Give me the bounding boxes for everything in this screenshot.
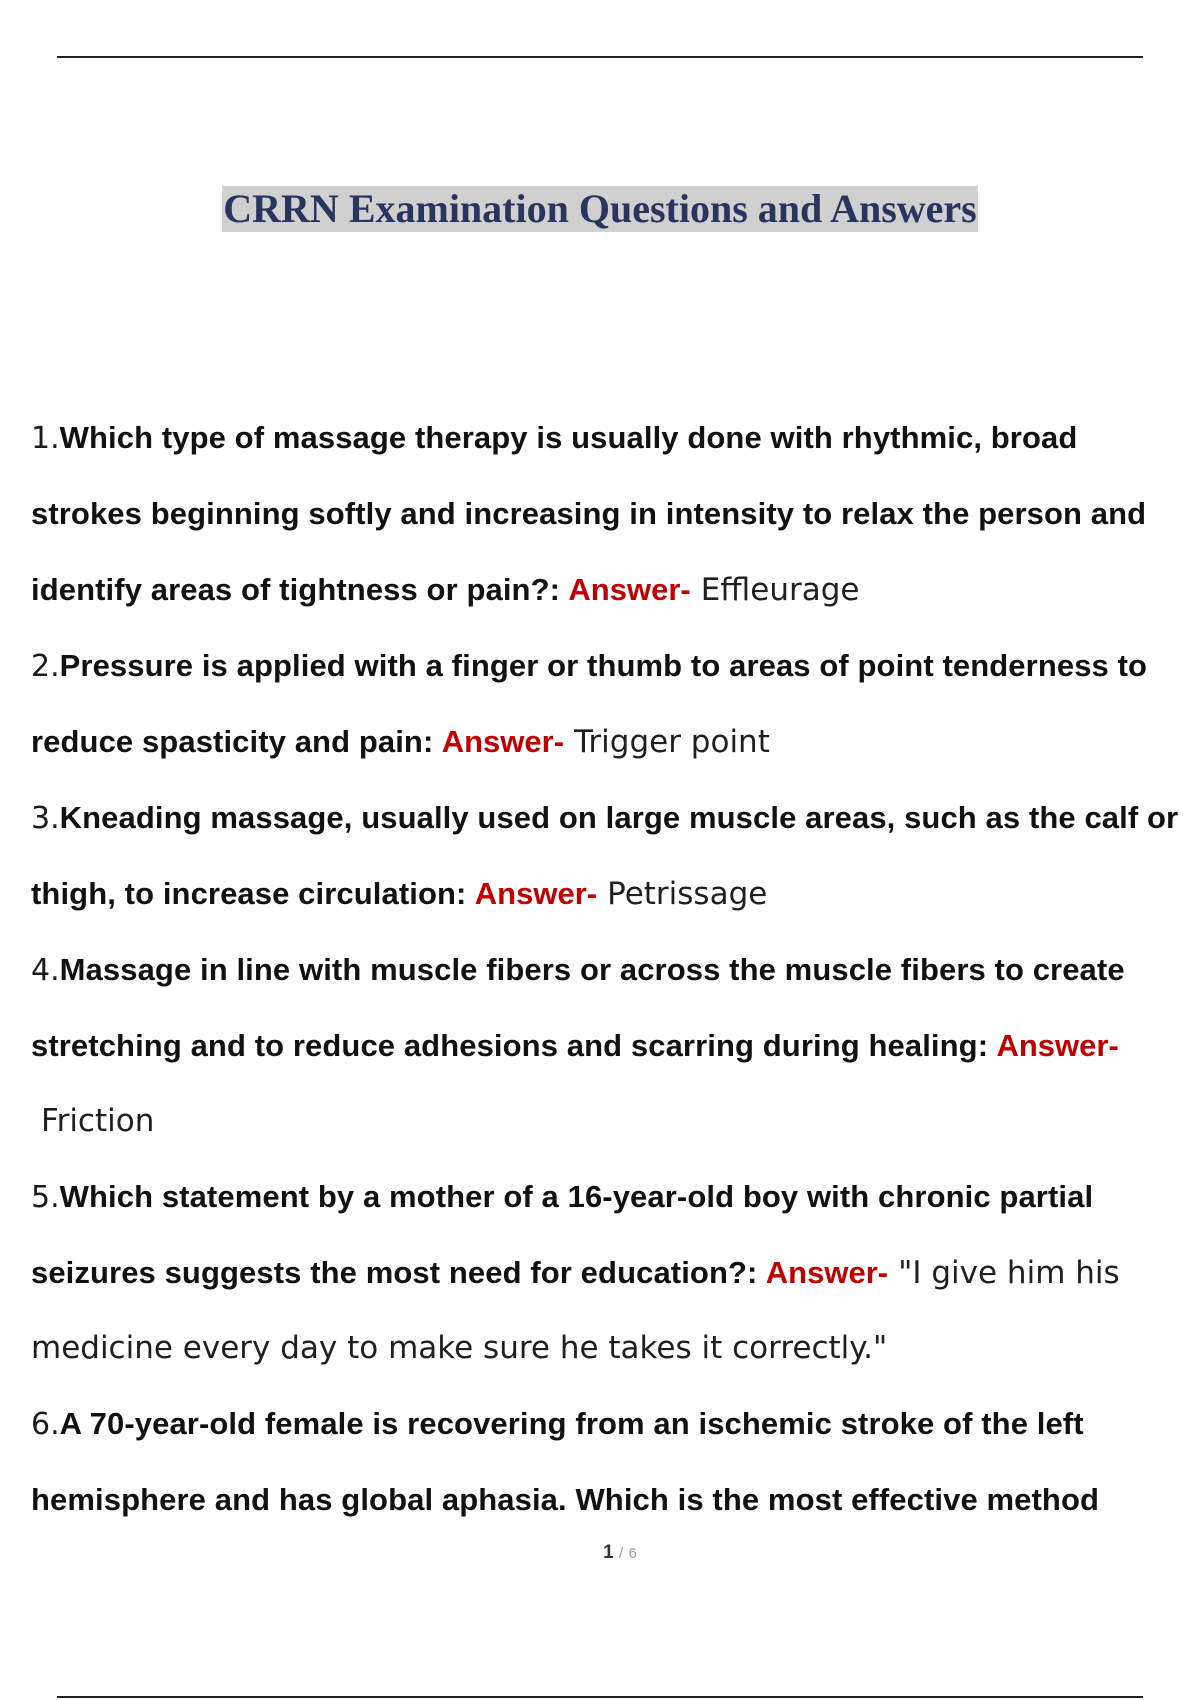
question-item-1	[31, 400, 1191, 628]
question-number: 3.	[31, 801, 60, 836]
question-item-6	[31, 1386, 1191, 1538]
answer-label: Answer-	[996, 1028, 1119, 1063]
title-container	[0, 186, 1200, 232]
document-title: CRRN Examination Questions and Answers	[223, 186, 977, 231]
question-item-3	[31, 780, 1191, 932]
question-text: A 70-year-old female is recovering from an ischemic stroke of the left hemisphere and has global aphasia. Which is the most effective method	[31, 1406, 1100, 1517]
answer-text: Trigger point	[574, 724, 770, 760]
question-item-4	[31, 932, 1191, 1159]
answer-label: Answer-	[441, 724, 565, 759]
question-number: 2.	[31, 649, 60, 684]
bottom-divider	[57, 1696, 1143, 1698]
answer-text: Petrissage	[607, 876, 768, 912]
question-text: Which type of massage therapy is usually done with rhythmic, broad strokes beginning softly and increasing in intensity to relax the person and identify areas of tightness or pain?:	[31, 420, 1147, 607]
question-item-5	[31, 1159, 1191, 1386]
top-divider	[57, 56, 1143, 58]
question-item-2	[31, 628, 1191, 780]
answer-label: Answer-	[568, 572, 691, 607]
question-text: Kneading massage, usually used on large muscle areas, such as the calf or thigh, to increase circulation:	[31, 800, 1179, 911]
answer-text: Friction	[41, 1103, 155, 1139]
question-number: 1.	[31, 421, 60, 456]
page-indicator	[0, 1542, 1200, 1564]
question-number: 6.	[31, 1407, 60, 1442]
question-number: 4.	[31, 953, 60, 988]
page-current: 1	[603, 1542, 614, 1563]
question-list	[31, 400, 1191, 1538]
answer-text: Effleurage	[700, 572, 860, 608]
page-separator: /	[619, 1545, 624, 1562]
question-text: Which statement by a mother of a 16-year-old boy with chronic partial seizures suggests the most need for education?:	[31, 1179, 1094, 1290]
answer-text: "I give him his medicine every day to make sure he takes it correctly."	[31, 1255, 1120, 1366]
question-text: Massage in line with muscle fibers or across the muscle fibers to create stretching and to reduce adhesions and scarring during healing:	[31, 952, 1125, 1063]
question-text: Pressure is applied with a finger or thumb to areas of point tenderness to reduce spasticity and pain:	[31, 648, 1148, 759]
answer-label: Answer-	[765, 1255, 889, 1290]
page-total: 6	[628, 1545, 637, 1562]
question-number: 5.	[31, 1180, 60, 1215]
answer-label: Answer-	[474, 876, 598, 911]
